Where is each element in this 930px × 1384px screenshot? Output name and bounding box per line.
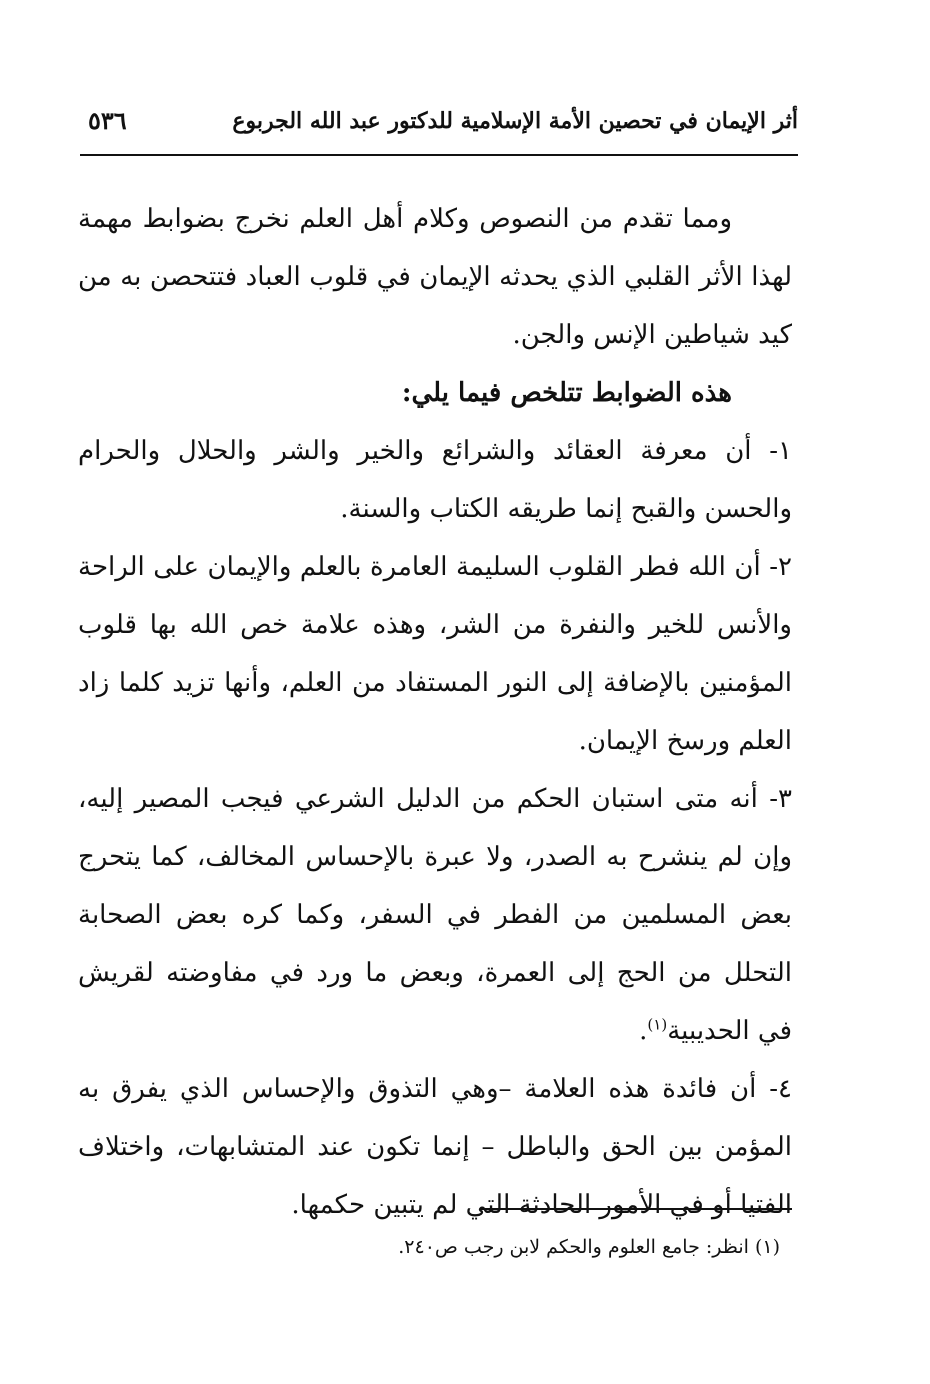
page-number: ٥٣٦ [88,106,127,135]
page-header [80,102,798,156]
item-number: ٣- [769,784,792,814]
list-item [78,770,792,1060]
list-item [78,538,792,770]
item-number: ١- [769,436,792,466]
footnote: (١) انظر: جامع العلوم والحكم لابن رجب ص٢٤٠. [398,1236,780,1258]
item-text: أنه متى استبان الحكم من الدليل الشرعي فيجب المصير إليه، وإن لم ينشرح به الصدر، ولا عبرة بالإحساس المخالف، كما يتحرج بعض المسلمين من الفطر في السفر، وكما كره بعض الصحابة التحلل من الحج إلى العمرة، وبعض ما ورد في مفاوضته لقريش في الحديبية [78,784,792,1046]
item-text: أن معرفة العقائد والشرائع والخير والشر والحلال والحرام والحسن والقبح إنما طريقه الكتاب والسنة. [78,436,792,524]
running-title: أثر الإيمان في تحصين الأمة الإسلامية للدكتور عبد الله الجربوع [232,108,798,134]
main-text [78,190,792,1234]
item-text: أن الله فطر القلوب السليمة العامرة بالعلم والإيمان على الراحة والأنس للخير والنفرة من الشر، وهذه علامة خص الله بها قلوب المؤمنين بالإضافة إلى النور المستفاد من العلم، وأنها تزيد كلما زاد العلم ورسخ الإيمان. [78,552,792,756]
item-number: ٤- [769,1074,793,1104]
item-text-end: . [639,1016,648,1046]
item-number: ٢- [769,552,792,582]
section-heading: هذه الضوابط تتلخص فيما يلي: [401,378,732,408]
footnote-reference[interactable]: (١) [647,1015,668,1034]
list-item [78,422,792,538]
footnote-divider [480,1208,792,1210]
item-text: أن فائدة هذه العلامة –وهي التذوق والإحساس الذي يفرق به المؤمن بين الحق والباطل – إنما تكون عند المتشابهات، واختلاف الفتيا أو في الأمور الحادثة التي لم يتبين حكمها. [78,1074,792,1220]
intro-paragraph: ومما تقدم من النصوص وكلام أهل العلم نخرج بضوابط مهمة لهذا الأثر القلبي الذي يحدثه الإيمان في قلوب العباد فتتحصن به من كيد شياطين الإنس والجن. [78,204,792,350]
